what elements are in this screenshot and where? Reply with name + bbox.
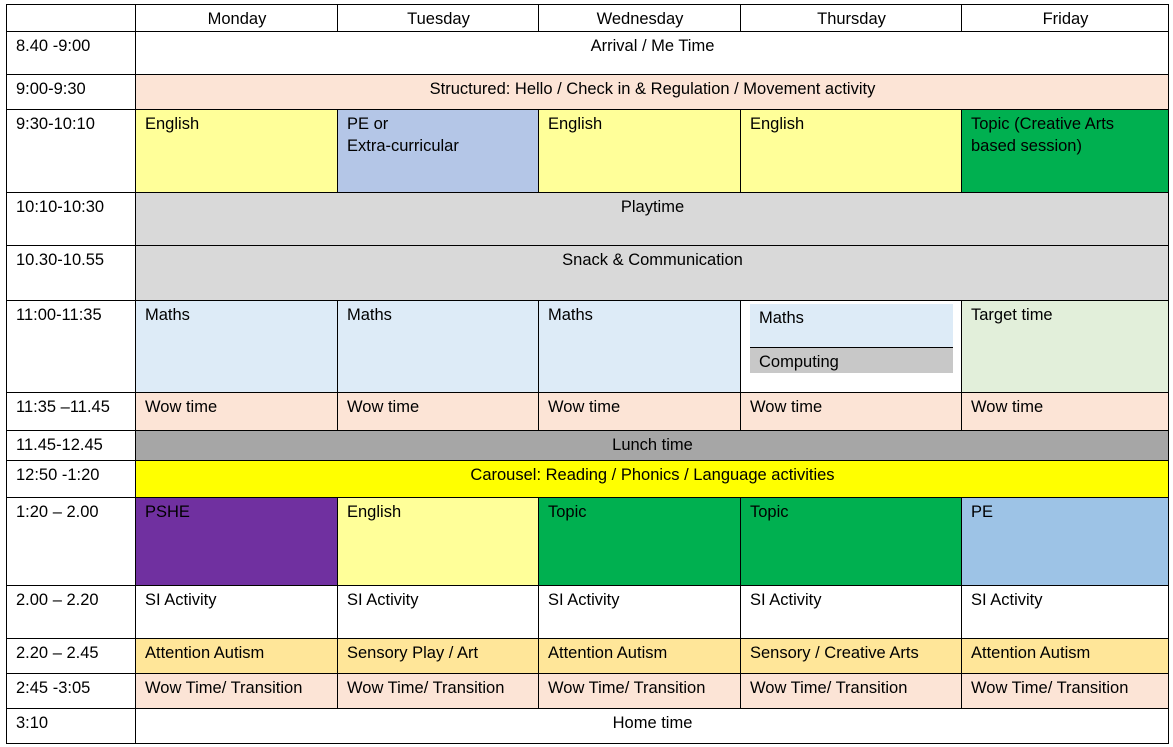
timetable [6, 4, 1169, 744]
time-cell: 9:30-10:10 [7, 110, 136, 193]
cell-monday: Wow time [136, 393, 338, 431]
cell-wednesday: English [539, 110, 741, 193]
cell-monday: Wow Time/ Transition [136, 674, 338, 709]
cell-friday: Wow Time/ Transition [962, 674, 1169, 709]
cell-tuesday [338, 110, 539, 193]
cell-monday: PSHE [136, 498, 338, 586]
cell-tuesday: Maths [338, 301, 539, 393]
day-header-tuesday: Tuesday [338, 5, 539, 32]
cell-wednesday: SI Activity [539, 586, 741, 639]
snack-cell: Snack & Communication [136, 246, 1169, 301]
row-structured [7, 75, 1169, 110]
header-row [7, 5, 1169, 32]
time-cell: 2.00 – 2.20 [7, 586, 136, 639]
cell-thursday: Wow time [741, 393, 962, 431]
playtime-cell: Playtime [136, 193, 1169, 246]
cell-friday: Wow time [962, 393, 1169, 431]
time-cell: 8.40 -9:00 [7, 32, 136, 75]
cell-line: PE or [347, 115, 389, 133]
row-session-3 [7, 498, 1169, 586]
cell-monday: English [136, 110, 338, 193]
row-wow [7, 393, 1169, 431]
computing-sub-cell: Computing [750, 348, 953, 373]
row-transition [7, 674, 1169, 709]
split-cell [750, 304, 953, 373]
day-header-friday: Friday [962, 5, 1169, 32]
row-attention [7, 639, 1169, 674]
time-cell: 9:00-9:30 [7, 75, 136, 110]
structured-cell: Structured: Hello / Check in & Regulation / Movement activity [136, 75, 1169, 110]
cell-thursday: English [741, 110, 962, 193]
time-cell: 10.30-10.55 [7, 246, 136, 301]
row-carousel [7, 461, 1169, 498]
cell-tuesday: Sensory Play / Art [338, 639, 539, 674]
time-cell: 3:10 [7, 709, 136, 744]
cell-friday: Topic (Creative Arts based session) [962, 110, 1169, 193]
maths-sub-cell: Maths [750, 304, 953, 348]
cell-tuesday: Wow Time/ Transition [338, 674, 539, 709]
time-cell: 2:45 -3:05 [7, 674, 136, 709]
row-home [7, 709, 1169, 744]
time-cell: 10:10-10:30 [7, 193, 136, 246]
cell-tuesday: SI Activity [338, 586, 539, 639]
day-header-wednesday: Wednesday [539, 5, 741, 32]
cell-tuesday: Wow time [338, 393, 539, 431]
corner-cell [7, 5, 136, 32]
row-session-1 [7, 110, 1169, 193]
time-cell: 1:20 – 2.00 [7, 498, 136, 586]
cell-wednesday: Wow time [539, 393, 741, 431]
cell-friday: Target time [962, 301, 1169, 393]
cell-friday: Attention Autism [962, 639, 1169, 674]
time-cell: 2.20 – 2.45 [7, 639, 136, 674]
row-session-2 [7, 301, 1169, 393]
row-si [7, 586, 1169, 639]
cell-thursday: SI Activity [741, 586, 962, 639]
time-cell: 12:50 -1:20 [7, 461, 136, 498]
cell-friday: SI Activity [962, 586, 1169, 639]
cell-monday: Attention Autism [136, 639, 338, 674]
cell-line: Extra-curricular [347, 137, 459, 155]
cell-wednesday: Attention Autism [539, 639, 741, 674]
cell-wednesday: Topic [539, 498, 741, 586]
row-arrival [7, 32, 1169, 75]
cell-monday: SI Activity [136, 586, 338, 639]
time-cell: 11:00-11:35 [7, 301, 136, 393]
day-header-thursday: Thursday [741, 5, 962, 32]
day-header-monday: Monday [136, 5, 338, 32]
home-cell: Home time [136, 709, 1169, 744]
cell-thursday: Wow Time/ Transition [741, 674, 962, 709]
time-cell: 11:35 –11.45 [7, 393, 136, 431]
cell-thursday: Sensory / Creative Arts [741, 639, 962, 674]
lunch-cell: Lunch time [136, 431, 1169, 461]
time-cell: 11.45-12.45 [7, 431, 136, 461]
carousel-cell: Carousel: Reading / Phonics / Language activities [136, 461, 1169, 498]
cell-wednesday: Maths [539, 301, 741, 393]
row-lunch [7, 431, 1169, 461]
cell-thursday [741, 301, 962, 393]
cell-monday: Maths [136, 301, 338, 393]
cell-wednesday: Wow Time/ Transition [539, 674, 741, 709]
arrival-cell: Arrival / Me Time [136, 32, 1169, 75]
row-snack [7, 246, 1169, 301]
cell-friday: PE [962, 498, 1169, 586]
cell-thursday: Topic [741, 498, 962, 586]
cell-tuesday: English [338, 498, 539, 586]
row-playtime [7, 193, 1169, 246]
